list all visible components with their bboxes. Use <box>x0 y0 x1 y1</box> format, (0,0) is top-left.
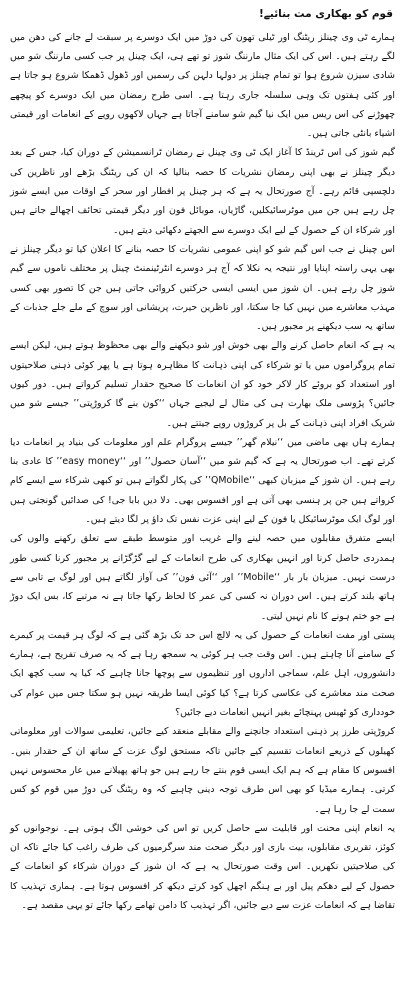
article-paragraph: یہ انعام اپنی محنت اور قابلیت سے حاصل کریں تو اس کی خوشی الگ ہوتی ہے۔ نوجوانوں کو کوئز، تقریری مقابلوں، بیت بازی اور دیگر صحت مند سرگرمیوں کی طرف راغب کیا جائے تاکہ ان کی صلاحیتیں نکھریں۔ اس وقت صورتحال یہ ہے کہ ان شوز کے دوران شرکاء کو انعامات کے حصول کے لیے دھکم پیل اور بے ہنگم اچھل کود کرتے دیکھ کر افسوس ہوتا ہے۔ ہماری تہذیب کا تقاضا ہے کہ انعامات عزت سے دیے جائیں، اگر تہذیب کا دامن تھامے رکھا جائے تو یہی مقصد ہے۔ <box>10 822 395 911</box>
article-paragraph: اس چینل نے جب اس گیم شو کو اپنی عمومی نشریات کا حصہ بنانے کا اعلان کیا تو دیگر چینلز نے بھی یہی راستہ اپنایا اور نتیجہ یہ نکلا کہ آج ہر دوسرے انٹرٹینمنٹ چینل پر مختلف ناموں سے گیم شوز چل رہے ہیں۔ ان شوز میں ایسی ایسی حرکتیں کروائی جاتی ہیں جن کا تصور بھی کسی مہذب معاشرے میں نہیں کیا جا سکتا، اور ناظرین حیرت، پریشانی اور سوچ کے ملے جلے جذبات کے ساتھ یہ سب دیکھنے پر مجبور ہیں۔ <box>10 243 395 333</box>
article-paragraph: پستی اور مفت انعامات کے حصول کی یہ لالچ اس حد تک بڑھ گئی ہے کہ لوگ ہر قیمت پر کیمرے کے سامنے آنا چاہتے ہیں۔ اس وقت جب ہر کوئی یہ سمجھ رہا ہے کہ یہ صرف تفریح ہے، ہمارے دانشوروں، اہل علم، سماجی اداروں اور تنظیموں سے پوچھا جانا چاہیے کہ کیا یہ سب کچھ ایک صحت مند معاشرے کی عکاسی کرتا ہے؟ کیا کوئی ایسا طریقہ نہیں ہو سکتا جس میں عوام کی خودداری کو ٹھیس پہنچائے بغیر انہیں انعامات دیے جائیں؟ <box>10 629 395 719</box>
article-paragraph: گیم شوز کی اس ٹرینڈ کا آغاز ایک ٹی وی چینل نے رمضان ٹرانسمیشن کے دوران کیا، جس کے بعد دیگر چینلز نے بھی اپنی رمضان نشریات کا حصہ بنالیا کہ ان کی ریٹنگ بڑھے اور ناظرین کی دلچسپی قائم رہے۔ آج صورتحال یہ ہے کہ ہر چینل پر افطار اور سحر کے اوقات میں ایسے شوز چل رہے ہیں جن میں موٹرسائیکلیں، گاڑیاں، موبائل فون اور دیگر قیمتی تحائف اچھالے جاتے ہیں اور شرکاء ان کے حصول کے لیے ایک دوسرے سے الجھتے دکھائی دیتے ہیں۔ <box>10 147 395 236</box>
article-paragraph: کروڑپتی طرز پر ذہنی استعداد جانچنے والے مقابلے منعقد کیے جائیں، تعلیمی سوالات اور معلوماتی کھیلوں کے ذریعے انعامات تقسیم کیے جائیں تاکہ مستحق لوگ عزت کے ساتھ ان کے حقدار بنیں۔ افسوس کا مقام ہے کہ ہم ایک ایسی قوم بنتے جا رہے ہیں جو ہاتھ پھیلانے میں عار محسوس نہیں کرتی۔ ہمارے میڈیا کو بھی اس طرف توجہ دینی چاہیے کہ وہ ریٹنگ کی دوڑ میں قوم کو کس سمت لے جا رہا ہے۔ <box>10 726 395 815</box>
article-paragraph: ایسے متفرق مقابلوں میں حصہ لینے والے غریب اور متوسط طبقے سے تعلق رکھنے والوں کی ہمدردی حاصل کرنا اور انہیں بھکاری کی طرح انعامات کے لیے گڑگڑانے پر مجبور کرنا کسی طور درست نہیں۔ میزبان بار بار ‘‘Mobile’’ اور ‘‘آئی فون’’ کی آواز لگاتے ہیں اور لوگ بے تابی سے ہاتھ بلند کرتے ہیں۔ اس دوران نہ کسی کی عمر کا لحاظ رکھا جاتا ہے نہ مرتبے کا، بس ایک دوڑ ہے جو ختم ہونے کا نام نہیں لیتی۔ <box>10 533 395 622</box>
article-paragraph: یہ ہے کہ انعام حاصل کرنے والے بھی خوش اور شو دیکھنے والے بھی محظوظ ہوتے ہیں، لیکن ایسے تمام پروگراموں میں یا تو شرکاء کی اپنی ذہانت کا مظاہرہ ہوتا ہے یا پھر کوئی ذہنی صلاحیتوں اور استعداد کو بروئے کار لاکر خود کو ان انعامات کا صحیح حقدار تسلیم کرواتے ہیں۔ دور کیوں جائیں؟ پڑوسی ملک بھارت ہی کی مثال لے لیجیے جہاں ‘‘کون بنے گا کروڑپتی’’ جیسے شو میں شریک افراد اپنی ذہانت کے بل پر کروڑوں روپے جیتتے ہیں۔ <box>10 340 395 429</box>
article-paragraph: ہمارے ہاں بھی ماضی میں ‘‘نیلام گھر’’ جیسے پروگرام علم اور معلومات کی بنیاد پر انعامات دیا کرتے تھے۔ اب صورتحال یہ ہے کہ گیم شو میں ‘‘آسان حصول’’ اور ‘‘easy money’’ کا عادی بنا رہے ہیں۔ ان شوز کے میزبان کبھی ‘‘QMobile’’ کی پکار لگواتے ہیں تو کبھی شرکاء سے ایسے کام کرواتے ہیں جن پر ہنسی بھی آتی ہے اور افسوس بھی۔ دلا دیں بابا جی! کی صدائیں گونجتی ہیں اور لوگ ایک موٹرسائیکل یا فون کے لیے اپنی عزت نفس تک داؤ پر لگا دیتے ہیں۔ <box>10 436 395 526</box>
article-body <box>10 28 395 916</box>
article-paragraph: ہمارے ٹی وی چینلز ریٹنگ اور ٹیلی تھون کی دوڑ میں ایک دوسرے پر سبقت لے جانے کی دھن میں لگے رہتے ہیں۔ اس کی ایک مثال مارننگ شوز تو تھے ہی، ایک چینل پر جب کسی مارننگ شو میں شادی سیزن شروع ہوا تو تمام چینلز پر دولہا دلہن کی رسمیں اور ڈھول ڈھمکا شروع ہو جاتا ہے اور کئی ہفتوں تک وہی سلسلہ جاری رہتا ہے۔ اسی طرح رمضان میں ایک دوسرے کو پیچھے چھوڑنے کی اس ریس میں ایک نیا گیم شو سامنے آجاتا ہے جہاں لاکھوں روپے کے انعامات اور قیمتی اشیاء بانٹی جاتی ہیں۔ <box>10 31 395 140</box>
article-headline: قوم کو بھکاری مت بنائیے! <box>258 8 393 20</box>
